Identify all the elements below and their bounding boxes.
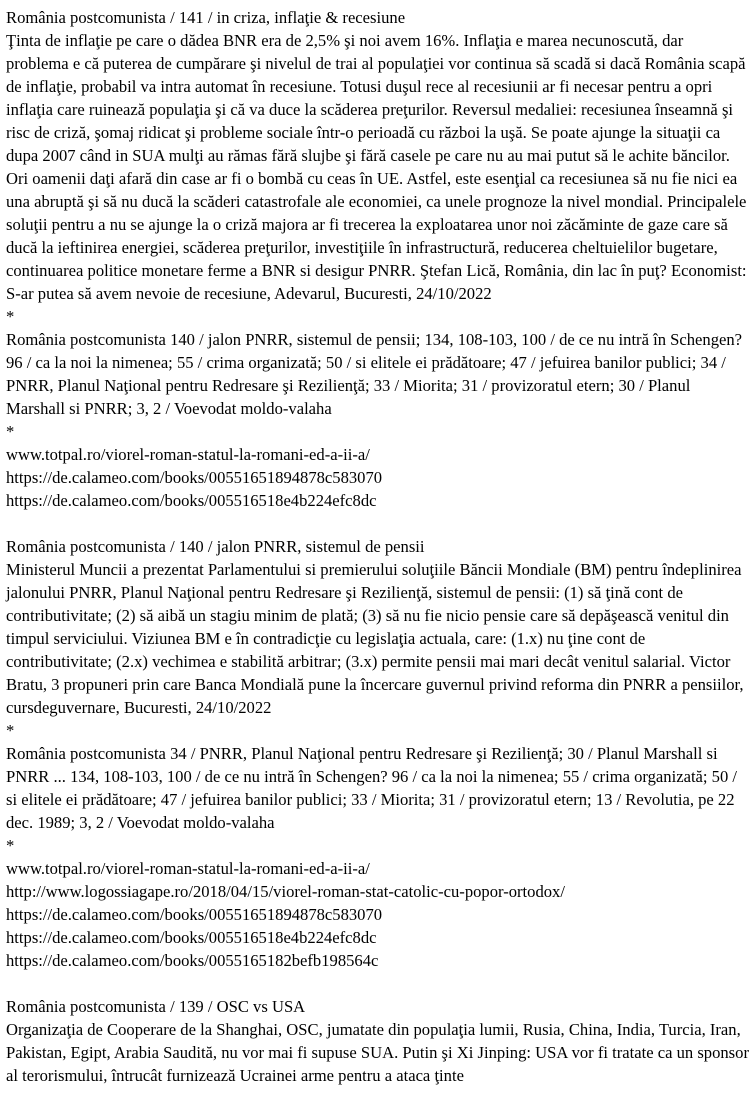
spacer: [6, 972, 750, 995]
link-calameo-2[interactable]: https://de.calameo.com/books/005516518e4b224efc8dc: [6, 928, 377, 947]
separator: *: [6, 836, 15, 855]
article-title: România postcomunista / 140 / jalon PNRR, sistemul de pensii: [6, 537, 425, 556]
article-body: Ministerul Muncii a prezentat Parlamentului si premierului soluţiile Băncii Mondiale (BM) pentru îndeplinirea jalonului PNRR, Planul Naţional pentru Redresare şi Rezilienţă, sistemul de pensii: (1) să ţină cont de contributivitate; (2) să aibă un stagiu minim de plată; (3) să nu fie nicio pensie care să depăşească venitul din timpul serviciului. Viziunea BM e în contradicţie cu legislaţia actuala, care: (1.x) nu ţine cont de contributivitate; (2.x) vechimea e stabilită arbitrar; (3.x) permite pensii mai mari decât venitul salarial. Victor Bratu, 3 propuneri prin care Banca Mondială pune la încercare guvernul privind reforma din PNRR a pensiilor, cursdeguvernare, Bucuresti, 24/10/2022: [6, 560, 744, 717]
separator: *: [6, 721, 15, 740]
link-calameo-3[interactable]: https://de.calameo.com/books/0055165182befb198564c: [6, 951, 379, 970]
link-calameo-1[interactable]: https://de.calameo.com/books/00551651894878c583070: [6, 905, 383, 924]
separator: *: [6, 307, 15, 326]
link-calameo-2[interactable]: https://de.calameo.com/books/005516518e4b224efc8dc: [6, 491, 377, 510]
article-140: [6, 535, 750, 972]
document: [6, 6, 750, 1087]
article-body: Organizaţia de Cooperare de la Shanghai, OSC, jumatate din populaţia lumii, Rusia, China, India, Turcia, Iran, Pakistan, Egipt, Arabia Saudită, nu vor mai fi supuse SUA. Putin şi Xi Jinping: USA vor fi tratate ca un sponsor al terorismului, întrucât furnizează Ucrainei arme pentru a ataca ţinte: [6, 1020, 749, 1085]
article-141: [6, 6, 750, 512]
link-totpal[interactable]: www.totpal.ro/viorel-roman-statul-la-romani-ed-a-ii-a/: [6, 859, 370, 878]
link-totpal[interactable]: www.totpal.ro/viorel-roman-statul-la-romani-ed-a-ii-a/: [6, 445, 370, 464]
separator: *: [6, 422, 15, 441]
related-articles: România postcomunista 34 / PNRR, Planul Naţional pentru Redresare şi Rezilienţă; 30 / Planul Marshall si PNRR ... 134, 108-103, 100 / de ce nu intră în Schengen? 96 / ca la noi la nimenea; 55 / crima organizată; 50 / si elitele ei prădătoare; 47 / jefuirea banilor publici; 33 / Miorita; 31 / provizoratul etern; 13 / Revolutia, pe 22 dec. 1989; 3, 2 / Voevodat moldo-valaha: [6, 744, 738, 832]
spacer: [6, 512, 750, 535]
article-139: [6, 995, 750, 1087]
article-title: România postcomunista / 141 / in criza, inflaţie & recesiune: [6, 8, 406, 27]
link-calameo-1[interactable]: https://de.calameo.com/books/00551651894878c583070: [6, 468, 383, 487]
article-body: Ţinta de inflaţie pe care o dădea BNR era de 2,5% şi noi avem 16%. Inflaţia e marea necunoscută, dar problema e că puterea de cumpărare şi nivelul de trai al populaţiei vor continua să scadă si dacă România scapă de inflaţie, probabil va intra automat în recesiune. Totusi duşul rece al recesiunii ar fi necesar pentru a opri inflaţia care ruinează populaţia şi că va duce la scăderea preţurilor. Reversul medaliei: recesiunea înseamnă şi risc de criză, şomaj ridicat şi probleme sociale într-o perioadă cu război la uşă. Se poate ajunge la situaţii ca dupa 2007 când in SUA mulţi au rămas fără slujbe şi fără casele pe care nu au mai putut să le achite băncilor. Ori oamenii daţi afară din case ar fi o bombă cu ceas în UE. Astfel, este esenţial ca recesiunea să nu fie nici ea una abruptă şi să nu ducă la scăderi catastrofale ale economiei, ca unele prognoze la nivel mondial. Principalele soluţii pentru a nu se ajunge la o criză majora ar fi trecerea la exploatarea unor noi zăcăminte de gaze care să ducă la ieftinirea energiei, scăderea preţurilor, investiţiile în infrastructură, reducerea cheltuielilor bugetare, continuarea politice monetare ferme a BNR si desigur PNRR. Ştefan Lică, România, din lac în puţ? Economist: S-ar putea să avem nevoie de recesiune, Adevarul, Bucuresti, 24/10/2022: [6, 31, 747, 303]
related-articles: România postcomunista 140 / jalon PNRR, sistemul de pensii; 134, 108-103, 100 / de ce nu intră în Schengen? 96 / ca la noi la nimenea; 55 / crima organizată; 50 / si elitele ei prădătoare; 47 / jefuirea banilor publici; 34 / PNRR, Planul Naţional pentru Redresare şi Rezilienţă; 33 / Miorita; 31 / provizoratul etern; 30 / Planul Marshall si PNRR; 3, 2 / Voevodat moldo-valaha: [6, 330, 743, 418]
article-title: România postcomunista / 139 / OSC vs USA: [6, 997, 306, 1016]
link-logossiagape[interactable]: http://www.logossiagape.ro/2018/04/15/viorel-roman-stat-catolic-cu-popor-ortodox/: [6, 882, 565, 901]
